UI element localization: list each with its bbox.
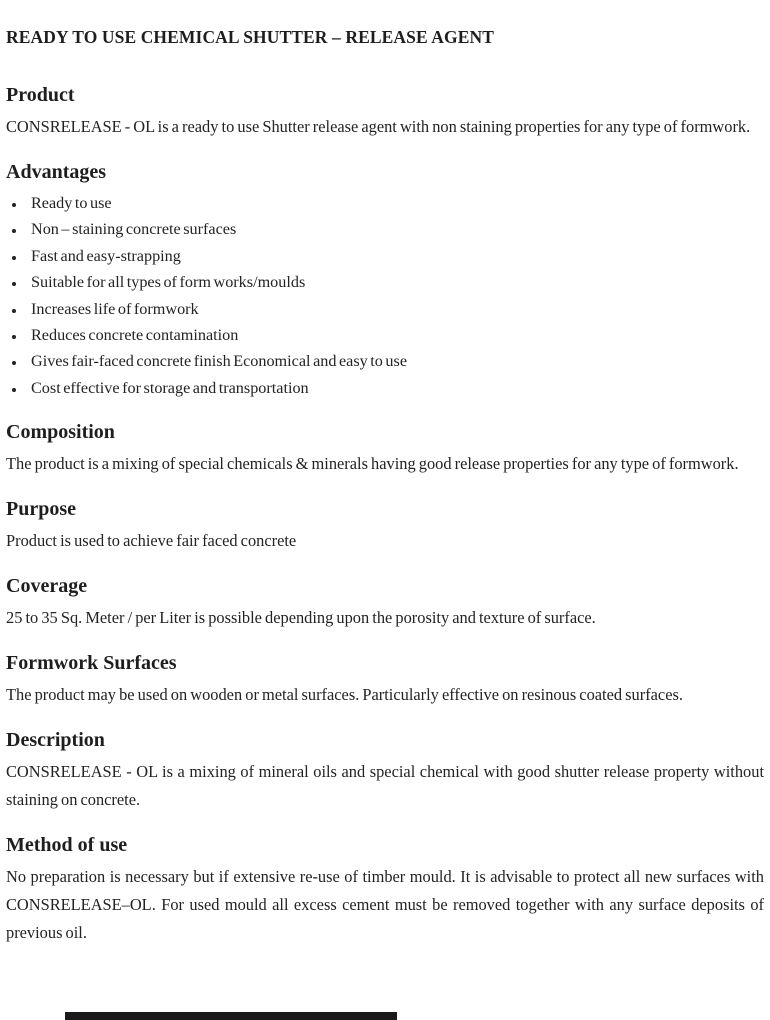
section-heading-formwork-surfaces: Formwork Surfaces (6, 652, 177, 675)
section-heading-product: Product (6, 84, 75, 106)
section-advantages (6, 161, 764, 401)
section-product (6, 84, 764, 141)
document-title: READY TO USE CHEMICAL SHUTTER – RELEASE AGENT (6, 27, 494, 47)
section-body-product: CONSRELEASE - OL is a ready to use Shutter release agent with non staining properties for any type of formwork. (6, 117, 751, 136)
section-body-purpose: Product is used to achieve fair faced concrete (6, 531, 297, 551)
section-body-formwork-surfaces: The product may be used on wooden or metal surfaces. Particularly effective on resinous coated surfaces. (6, 685, 683, 705)
page-bottom-bar (65, 1012, 397, 1020)
list-item: • Increases life of formwork (26, 296, 764, 322)
section-heading-composition: Composition (6, 421, 115, 444)
section-body-description: CONSRELEASE - OL is a mixing of mineral oils and special chemical with good shutter release property without staining on concrete. (6, 762, 764, 810)
section-heading-method-of-use: Method of use (6, 834, 128, 857)
list-item: • Fast and easy-strapping (26, 243, 764, 269)
section-method-of-use (6, 834, 764, 947)
section-body-composition: The product is a mixing of special chemicals & minerals having good release properties for any type of formwork. (6, 454, 739, 474)
list-item: • Cost effective for storage and transportation (26, 375, 764, 401)
section-coverage (6, 575, 764, 632)
section-heading-description: Description (6, 729, 105, 752)
list-item: • Non – staining concrete surfaces (26, 216, 764, 242)
section-heading-purpose: Purpose (6, 498, 76, 521)
advantages-list (6, 190, 764, 401)
section-heading-coverage: Coverage (6, 575, 88, 598)
list-item: • Ready to use (26, 190, 764, 216)
section-body-method-of-use: No preparation is necessary but if extensive re-use of timber mould. It is advisable to protect all new surfaces with CONSRELEASE–OL. For used mould all excess cement must be removed together with any surface deposits of previous oil. (6, 867, 764, 943)
section-heading-advantages: Advantages (6, 161, 107, 183)
section-purpose (6, 498, 764, 555)
section-composition (6, 421, 764, 478)
list-item: • Gives fair-faced concrete finish Economical and easy to use (26, 348, 764, 374)
list-item: • Suitable for all types of form works/moulds (26, 269, 764, 295)
section-formwork-surfaces (6, 652, 764, 709)
section-body-coverage: 25 to 35 Sq. Meter / per Liter is possible depending upon the porosity and texture of surface. (6, 608, 596, 628)
section-description (6, 729, 764, 814)
list-item: • Reduces concrete contamination (26, 322, 764, 348)
